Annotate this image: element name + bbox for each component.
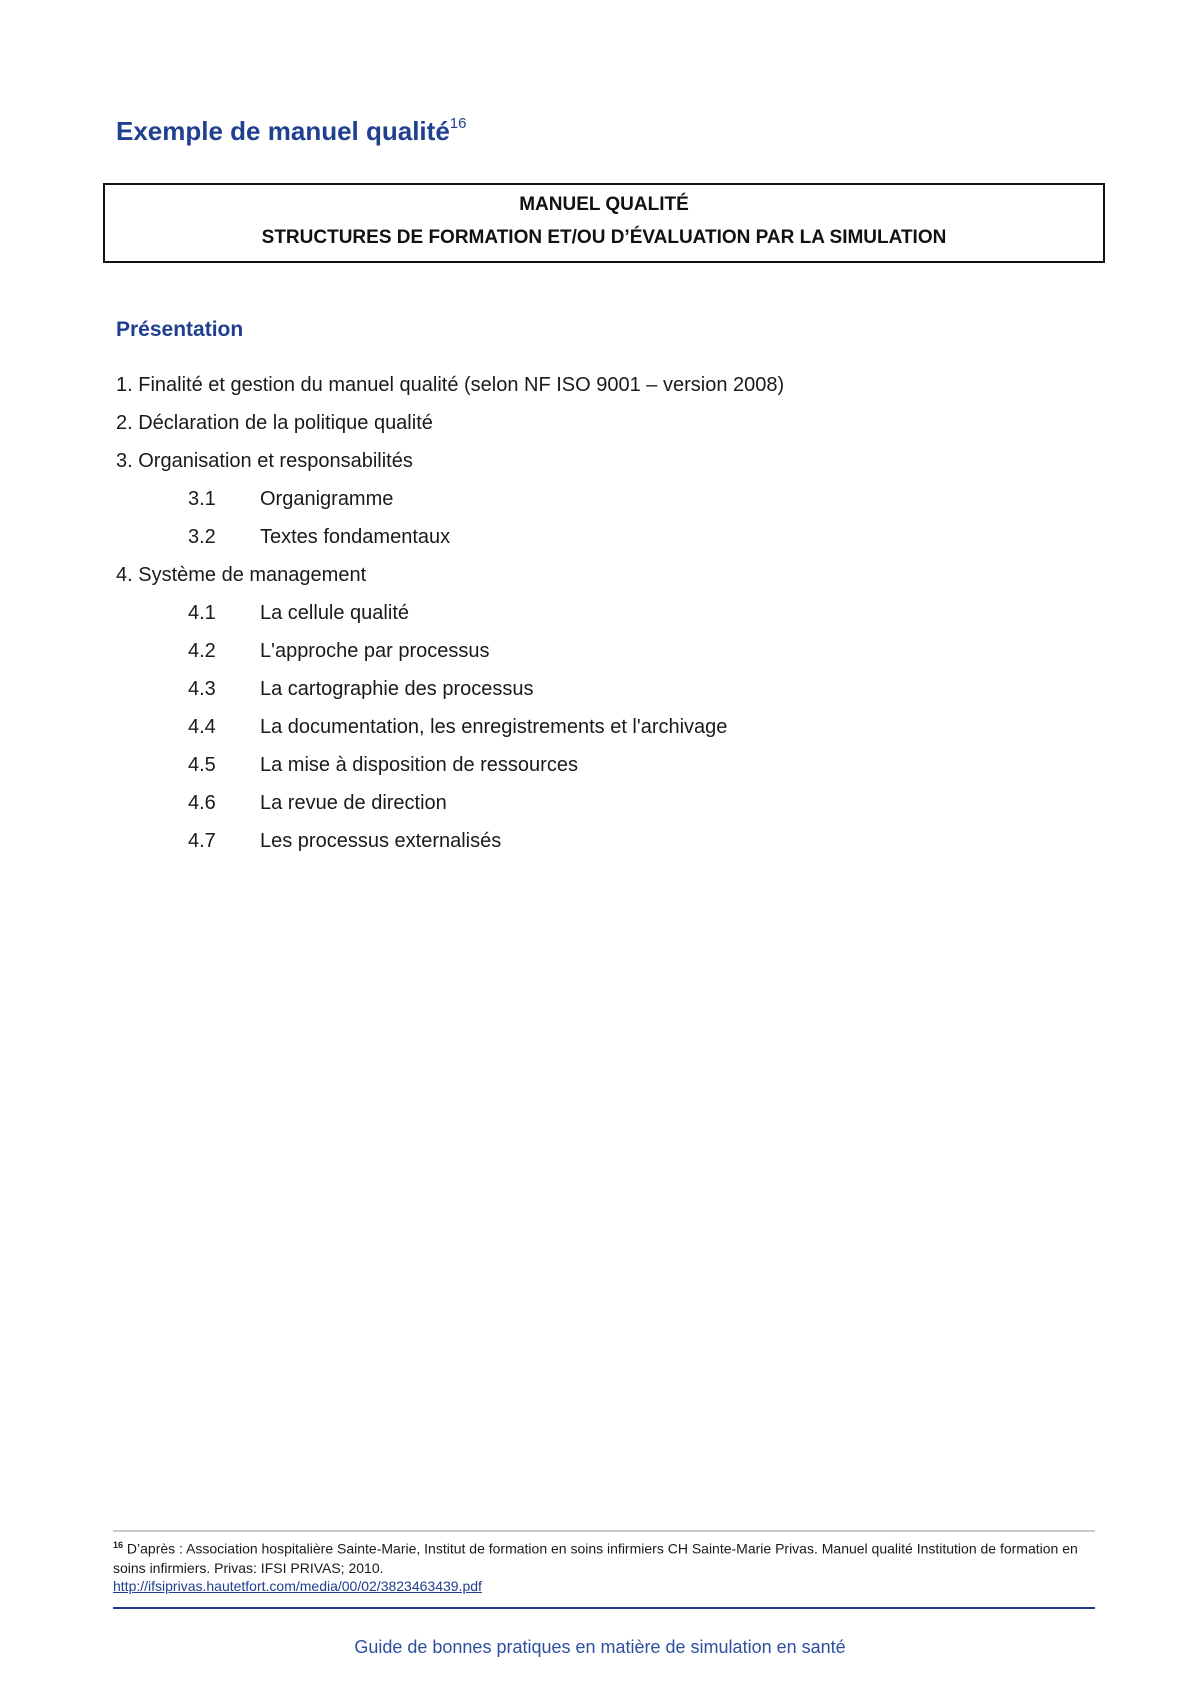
toc-item-1: 1. Finalité et gestion du manuel qualité (selon NF ISO 9001 – version 2008) [116,374,785,396]
toc-item-4-3 [116,675,784,713]
page-title [116,116,466,147]
toc-number: 4.5 [188,754,216,776]
footnote-number: 16 [113,1540,124,1550]
toc-label: Les processus externalisés [260,830,502,852]
page-title-text: Exemple de manuel qualité [116,116,450,146]
toc-item-4-7 [116,827,784,865]
manual-title-box [103,183,1105,263]
toc-item-2: 2. Déclaration de la politique qualité [116,412,433,434]
toc-number: 4.2 [188,640,216,662]
toc-label: La documentation, les enregistrements et l'archivage [260,716,728,738]
toc-number: 4.6 [188,792,216,814]
footer-text: Guide de bonnes pratiques en matière de simulation en santé [354,1637,846,1657]
section-heading: Présentation [116,318,244,341]
toc-item-4-4 [116,713,784,751]
toc-number: 3.2 [188,526,216,548]
toc-item-4-6 [116,789,784,827]
toc-number: 4.4 [188,716,216,738]
footnote-link[interactable]: http://ifsiprivas.hautetfort.com/media/00/02/3823463439.pdf [113,1578,482,1594]
table-of-contents [116,371,784,865]
footnote-ref[interactable]: 16 [449,115,467,133]
toc-label: La cartographie des processus [260,678,534,700]
toc-item-4: 4. Système de management [116,564,367,586]
footnote-text: D’après : Association hospitalière Sainte-Marie, Institut de formation en soins infirmiers CH Sainte-Marie Privas. Manuel qualité Institution de formation en soins infirmiers. Privas: IFSI PRIVAS; 2010. [113,1540,1078,1576]
toc-item-3-1 [116,485,784,523]
toc-label: L'approche par processus [260,640,490,662]
toc-item-3-2 [116,523,784,561]
toc-label: Textes fondamentaux [260,526,451,548]
toc-item-4-2 [116,637,784,675]
toc-number: 4.7 [188,830,216,852]
toc-item-3: 3. Organisation et responsabilités [116,450,413,472]
toc-label: Organigramme [260,488,394,510]
footnote-divider [113,1530,1095,1532]
footer-divider [113,1607,1095,1609]
toc-label: La mise à disposition de ressources [260,754,578,776]
manual-title: MANUEL QUALITÉ [519,194,689,215]
toc-label: La cellule qualité [260,602,409,624]
toc-label: La revue de direction [260,792,447,814]
toc-item-4-1 [116,599,784,637]
footnote [113,1536,1095,1578]
toc-number: 4.1 [188,602,216,624]
manual-subtitle: STRUCTURES DE FORMATION ET/OU D’ÉVALUATION PAR LA SIMULATION [261,227,947,248]
toc-number: 4.3 [188,678,216,700]
toc-item-4-5 [116,751,784,789]
toc-number: 3.1 [188,488,216,510]
